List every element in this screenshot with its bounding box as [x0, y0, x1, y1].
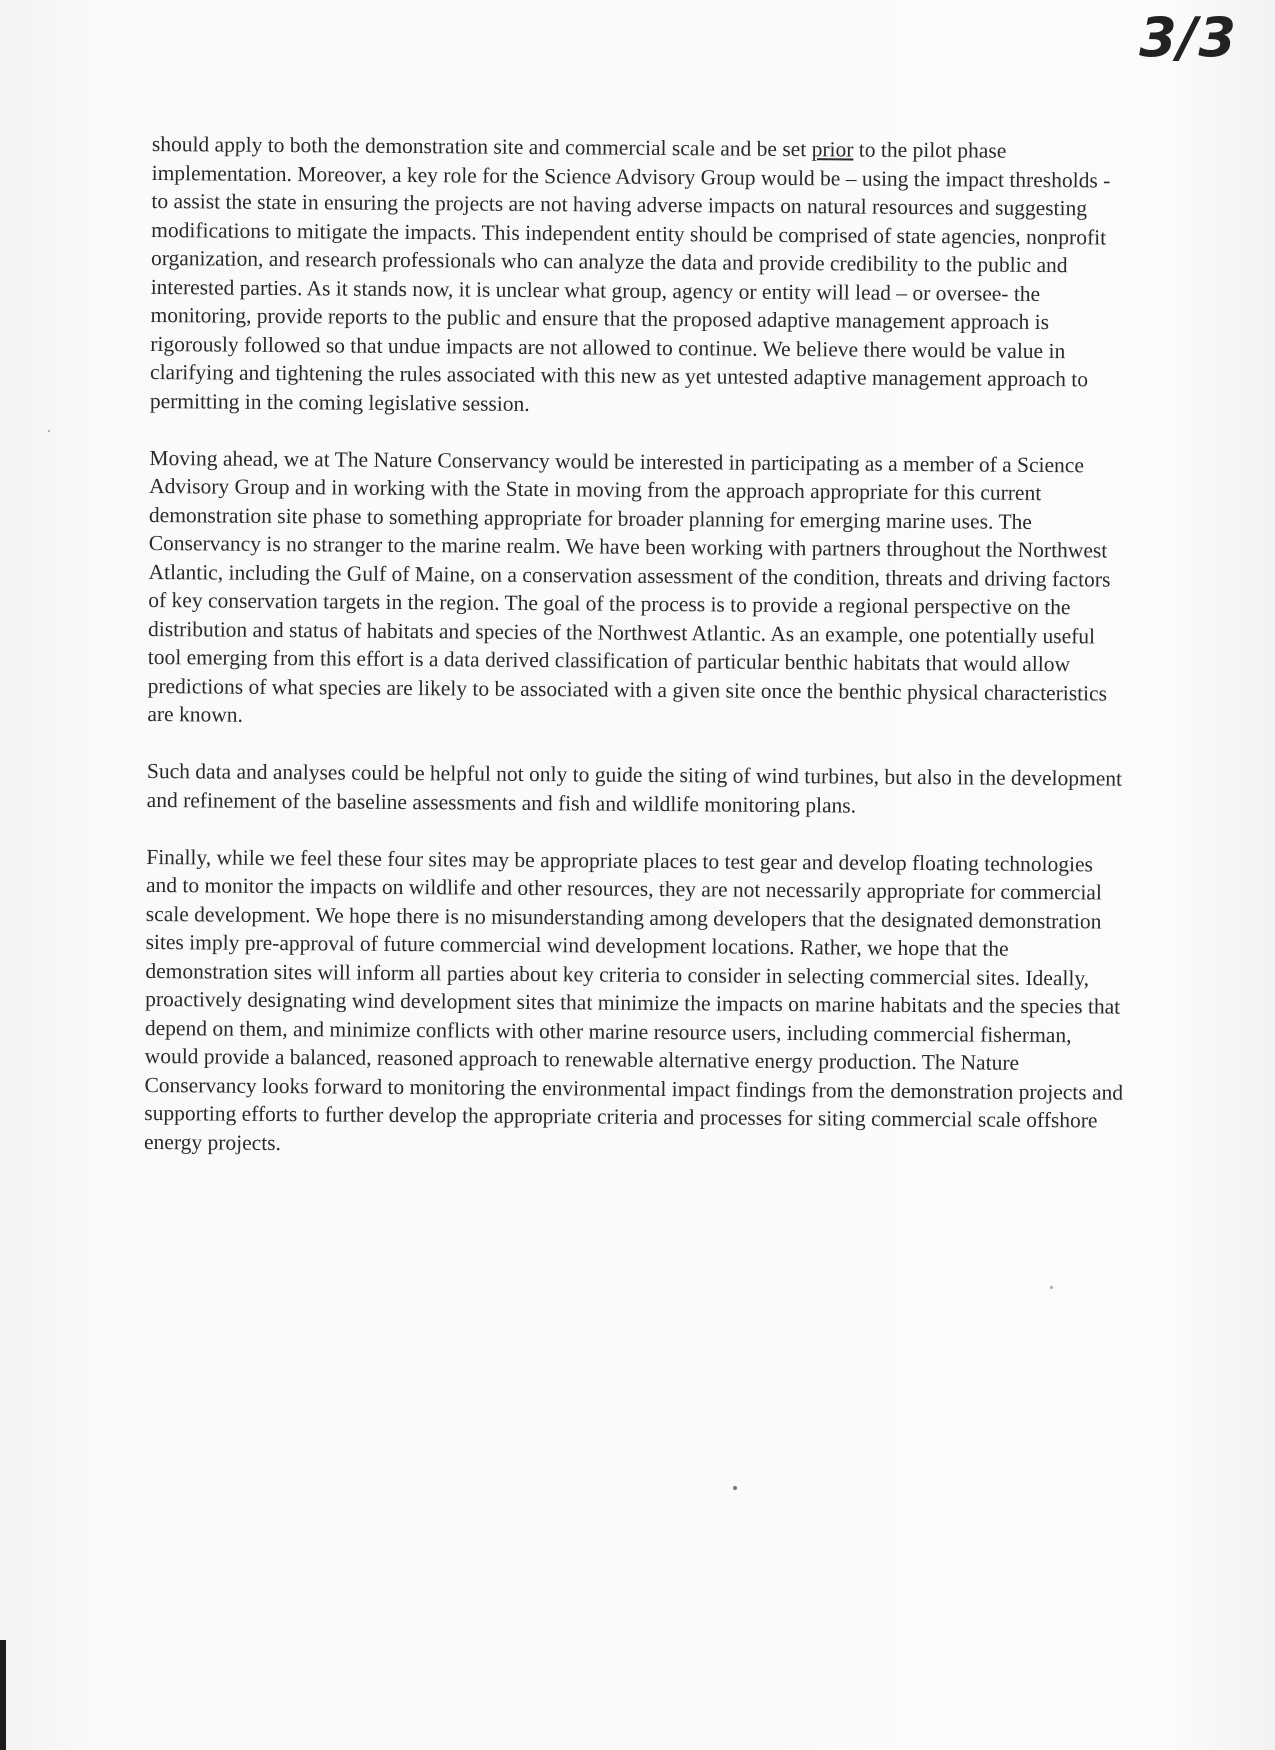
underlined-word: prior: [811, 137, 854, 162]
paragraph-4: Finally, while we feel these four sites may be appropriate places to test gear and develop floating technologies and to monitor the impacts on wildlife and other resources, they are not necessarily appropriate for commercial scale development. We hope there is no misunderstanding among developers that the designated demonstration sites imply pre-approval of future commercial wind development locations. Rather, we hope that the demonstration sites will inform all parties about key criteria to consider in selecting commercial sites. Ideally, proactively designating wind development sites that minimize the impacts on marine habitats and the species that depend on them, and minimize conflicts with other marine resource users, including commercial fisherman, would provide a balanced, reasoned approach to renewable alternative energy production. The Nature Conservancy looks forward to monitoring the environmental impact findings from the demonstration projects and supporting efforts to further develop the appropriate criteria and processes for siting commercial scale offshore energy projects.: [143, 844, 1124, 1155]
paragraph-1-text-end: to the pilot phase implementation. Moreover, a key role for the Science Advisory Group would be – using the impact thresholds - to assist the state in ensuring the projects are not having adverse impacts on natural resources and suggesting modifications to mitigate the impacts. This independent entity should be comprised of state agencies, nonprofit organization, and research professionals who can analyze the data and provide credibility to the public and interested parties. As it stands now, it is unclear what group, agency or entity will lead – or oversee- the monitoring, provide reports to the public and ensure that the proposed adaptive management approach is rigorously followed so that undue impacts are not allowed to continue. We believe there would be value in clarifying and tightening the rules associated with this new as yet untested adaptive management approach to permitting in the coming legislative session.: [149, 137, 1111, 416]
paragraph-1-text-start: should apply to both the demonstration site and commercial scale and be set: [151, 131, 812, 162]
paragraph-3: Such data and analyses could be helpful not only to guide the siting of wind turbines, but also in the development and refinement of the baseline assessments and fish and wildlife monitoring plans.: [146, 758, 1123, 818]
paragraph-1: [150, 130, 1132, 423]
scan-speck: [1050, 1286, 1053, 1289]
letter-body: [144, 130, 1132, 1192]
page-number: 3/3: [1139, 6, 1237, 69]
paragraph-2: Moving ahead, we at The Nature Conservancy would be interested in participating as a member of a Science Advisory Group and in working with the State in moving from the approach appropriate for this current demonstration site phase to something appropriate for broader planning for emerging marine uses. The Conservancy is no stranger to the marine realm. We have been working with partners throughout the Northwest Atlantic, including the Gulf of Maine, on a conservation assessment of the condition, threats and driving factors of key conservation targets in the region. The goal of the process is to provide a regional perspective on the distribution and status of habitats and species of the Northwest Atlantic. As an example, one potentially useful tool emerging from this effort is a data derived classification of particular benthic habitats that would allow predictions of what species are likely to be associated with a given site once the benthic physical characteristics are known.: [147, 445, 1111, 727]
scan-speck: [48, 430, 50, 432]
scan-speck: [733, 1486, 737, 1490]
scan-edge-mark: [0, 1640, 6, 1750]
